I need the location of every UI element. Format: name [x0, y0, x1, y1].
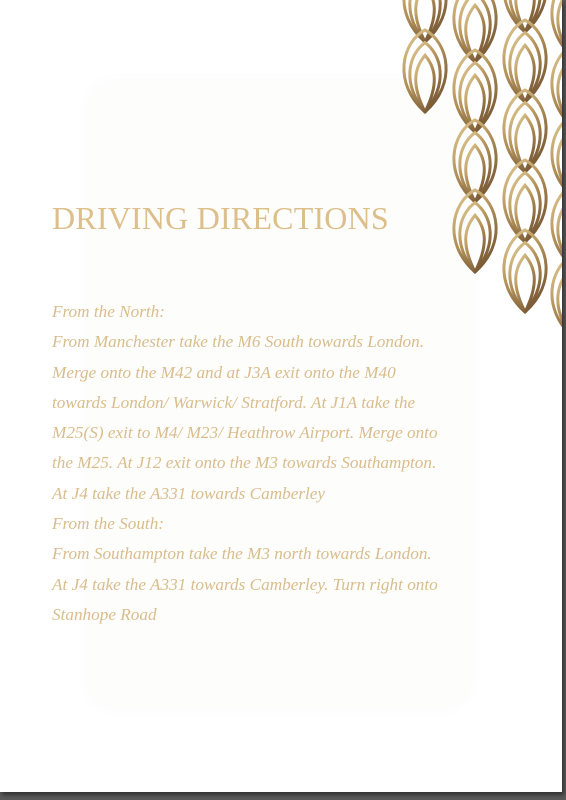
text-line: At J4 take the A331 towards Camberley	[52, 483, 326, 503]
text-line: From the North:	[52, 302, 165, 321]
text-line: From Manchester take the M6 South towards London.	[52, 332, 425, 352]
text-line: From Southampton take the M3 north towards London.	[52, 544, 432, 564]
directions-text	[52, 297, 492, 630]
text-line: M25(S) exit to M4/ M23/ Heathrow Airport. Merge onto	[52, 423, 438, 443]
text-line: the M25. At J12 exit onto the M3 towards Southampton.	[52, 453, 437, 473]
text-line: From the South:	[52, 514, 165, 534]
page-title: DRIVING DIRECTIONS	[52, 200, 389, 236]
gold-leaf-ornament-icon	[387, 0, 562, 330]
text-line: Merge onto the M42 and at J3A exit onto the M40	[52, 362, 396, 382]
text-line: towards London/ Warwick/ Stratford. At J1A take the	[52, 392, 416, 412]
text-line: At J4 take the A331 towards Camberley. Turn right onto	[52, 574, 438, 594]
text-line: Stanhope Road	[52, 604, 157, 624]
